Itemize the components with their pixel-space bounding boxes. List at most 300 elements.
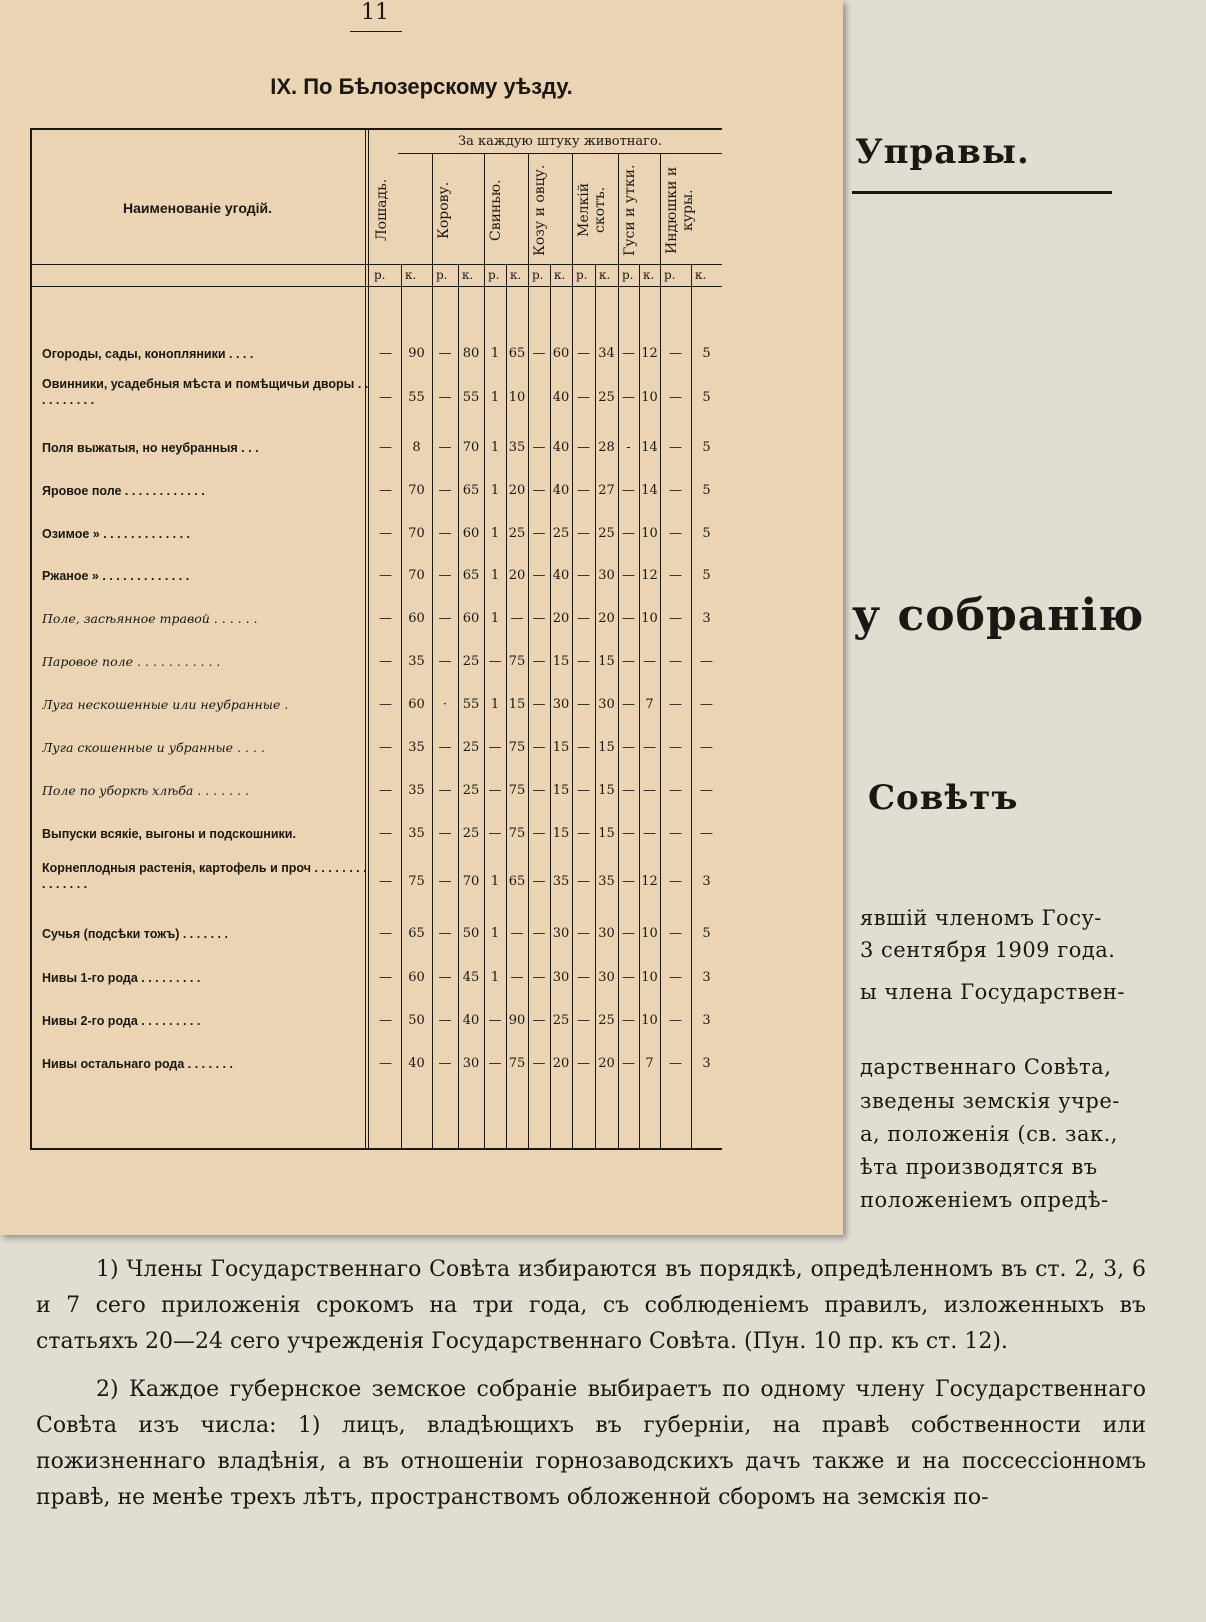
table-cell: — [438,1056,452,1071]
table-cell: 27 [598,483,615,498]
table-cell: 35 [408,654,425,669]
unit-label: р. [622,268,634,282]
table-cell: 30 [598,568,615,583]
unit-label: к. [695,268,707,282]
table-cell: — [577,483,590,498]
table-cell: — [438,783,452,798]
table-cell: — [643,740,656,755]
table-cell: — [488,1056,502,1071]
table-cell: — [438,970,452,985]
subcolumn-divider [401,264,402,1148]
table-cell: 25 [598,390,615,405]
table-cell: — [532,783,546,798]
table-cell: 20 [508,568,526,583]
table-cell: 30 [462,1056,480,1071]
table-cell: 40 [552,390,570,405]
table-cell: — [622,874,635,889]
table-cell: 10 [641,1013,658,1028]
table-cell: 5 [702,926,711,941]
table-cell: 25 [552,526,570,541]
row-label: Нивы 1-го рода . . . . . . . . . [42,971,201,985]
unit-label: к. [643,268,655,282]
animal-column-header: Мелкій скотъ. [576,182,608,238]
table-cell: 75 [508,740,526,755]
table-cell: 5 [702,440,711,455]
table-cell: — [532,483,546,498]
heading-sobraniyu: у собранію [852,590,1145,641]
animal-column-header: Лошадь. [374,178,390,242]
table-cell: — [669,1013,682,1028]
row-label: Паровое поле . . . . . . . . . . . [42,654,221,669]
table-cell: 15 [552,740,570,755]
table-cell: 14 [641,440,658,455]
row-label: Ржаное » . . . . . . . . . . . . . [42,569,190,583]
table-cell: — [577,874,590,889]
table-cell: — [488,783,502,798]
table-cell: 5 [702,483,711,498]
table-cell: — [622,970,635,985]
table-cell: — [577,740,590,755]
table-cell: — [577,526,590,541]
table-cell: — [532,740,546,755]
column-divider [618,153,619,1148]
table-cell: 60 [408,697,425,712]
table-cell: — [532,1013,546,1028]
table-cell: 60 [408,611,425,626]
table-cell: 35 [408,826,425,841]
table-cell: — [379,970,392,985]
table-cell: 35 [408,740,425,755]
table-cell: 25 [462,826,480,841]
table-cell: — [669,390,682,405]
text-fragment: дарственнаго Совѣта, [860,1055,1112,1079]
table-cell: 25 [598,1013,615,1028]
name-column-header: Наименованіе угодій. [123,200,272,216]
table-cell: — [577,440,590,455]
table-cell: — [510,970,524,985]
table-cell: — [700,826,713,841]
text-fragment: положеніемъ опредѣ- [860,1188,1109,1212]
table-cell: 3 [702,970,711,985]
table-cell: — [643,826,656,841]
row-label: Поля выжатыя, но неубранныя . . . [42,441,259,455]
table-cell: 65 [508,874,526,889]
table-cell: — [488,740,502,755]
table-cell: — [379,526,392,541]
row-label: Яровое поле . . . . . . . . . . . . [42,484,205,498]
table-cell: 20 [508,483,526,498]
table-cell: 25 [462,783,480,798]
heading-upravy: Управы. [855,132,1030,172]
table-cell: — [438,440,452,455]
table-cell: 15 [598,740,615,755]
table-cell: — [379,654,392,669]
table-cell: 55 [408,390,425,405]
table-cell: — [669,1056,682,1071]
table-cell: — [379,440,392,455]
table-cell: 25 [552,1013,570,1028]
table-cell: — [438,483,452,498]
table-cell: 45 [462,970,480,985]
row-label: Нивы 2-го рода . . . . . . . . . [42,1014,201,1028]
unit-label: к. [462,268,474,282]
table-cell: 20 [552,1056,570,1071]
table-cell: 35 [408,783,425,798]
subcolumn-divider [458,264,459,1148]
table-cell: — [488,654,502,669]
table-cell: — [379,1013,392,1028]
table-cell: — [622,697,635,712]
table-cell: 7 [645,697,654,712]
table-cell: 30 [552,970,570,985]
table-cell: — [379,740,392,755]
text-fragment: ы члена Государствен- [860,980,1126,1004]
table-cell: 30 [598,697,615,712]
table-cell: — [379,697,392,712]
table-cell: 1 [490,568,500,583]
table-cell: 30 [552,697,570,712]
table-cell: — [669,568,682,583]
table-cell: — [622,526,635,541]
text-fragment: зведены земскія учре- [860,1089,1120,1113]
table-cell: 5 [702,346,711,361]
subcolumn-divider [550,264,551,1148]
table-cell: — [669,926,682,941]
table-cell: — [669,826,682,841]
table-cell: 14 [641,483,658,498]
table-cell: — [438,568,452,583]
table-cell: — [622,826,635,841]
table-cell: 20 [598,1056,615,1071]
table-cell: — [510,611,524,626]
table-cell: 75 [508,654,526,669]
paragraph-2: 2) Каждое губернское земское собраніе выбираетъ по одному члену Государственнаго Совѣта изъ числа: 1) лицъ, владѣющихъ въ губерніи, на правѣ собственности или пожизненнаго владѣнія, а въ отношеніи горнозаводскихъ дачъ также и на поссессіонномъ правѣ, не менѣе трехъ лѣтъ, пространствомъ обложенной сборомъ на земскія по- [36,1377,1146,1510]
table-cell: — [622,568,635,583]
table-cell: 70 [408,526,425,541]
table-cell: 60 [552,346,570,361]
table-cell: 10 [508,390,526,405]
table-cell: 75 [408,874,425,889]
table-cell: — [438,390,452,405]
table-cell: 30 [552,926,570,941]
row-label: Нивы остальнаго рода . . . . . . . [42,1057,233,1071]
table-cell: 7 [645,1056,654,1071]
table-cell: — [577,926,590,941]
table-cell: 70 [462,440,480,455]
table-cell: 40 [462,1013,480,1028]
table-cell: — [532,654,546,669]
paragraph-1: 1) Члены Государственнаго Совѣта избираются въ порядкѣ, опредѣленномъ въ ст. 2, 3, 6 и 7 сего приложенія срокомъ на три года, съ соблюденіемъ правилъ, изложенныхъ въ статьяхъ 20—24 сего учрежденія Государственнаго Совѣта. (Пун. 10 пр. къ ст. 12). [36,1257,1146,1354]
table-cell: 1 [490,483,500,498]
table-cell: — [532,346,546,361]
table-cell: 20 [598,611,615,626]
table-cell: 1 [490,970,500,985]
table-cell: 10 [641,390,658,405]
unit-label: к. [405,268,417,282]
row-label: Поле, засѣянное травой . . . . . . [42,611,258,626]
table-cell: — [577,783,590,798]
table-cell: 12 [641,346,658,361]
table-cell: 34 [598,346,615,361]
table-cell: — [379,826,392,841]
table-cell: — [438,740,452,755]
table-cell: 50 [462,926,480,941]
table-cell: — [643,783,656,798]
table-cell: — [379,783,392,798]
table-cell: 3 [702,1013,711,1028]
table-cell: — [669,970,682,985]
table-cell: 15 [508,697,526,712]
table-cell: — [577,611,590,626]
table-cell: — [669,654,682,669]
table-cell: — [622,740,635,755]
table-cell: — [577,1056,590,1071]
table-cell: — [532,611,546,626]
unit-label: р. [374,268,386,282]
text-fragment: 3 сентября 1909 года. [860,938,1116,962]
table-cell: 1 [490,440,500,455]
table-cell: 15 [598,783,615,798]
table-cell: 50 [408,1013,425,1028]
table-cell: 65 [408,926,425,941]
table-cell: — [577,390,590,405]
table-cell: 70 [408,568,425,583]
table-cell: — [577,654,590,669]
table-cell: 3 [702,1056,711,1071]
table-cell: 3 [702,611,711,626]
row-label: Огороды, сады, конопляники . . . . [42,347,254,361]
unit-label: к. [599,268,611,282]
table-cell: 40 [408,1056,425,1071]
table-cell: — [532,697,546,712]
unit-label: р. [576,268,588,282]
table-cell: — [379,874,392,889]
table-cell: 90 [508,1013,526,1028]
table-cell: — [438,526,452,541]
table-cell: — [622,783,635,798]
table-cell: — [669,346,682,361]
table-cell: 75 [508,783,526,798]
table-cell: — [438,346,452,361]
text-fragment: ѣта производятся въ [860,1155,1098,1179]
table-cell: — [438,1013,452,1028]
animal-column-header: Индюшки и куры. [664,166,696,254]
row-label: Выпуски всякіе, выгоны и подскошники. [42,827,296,841]
table-cell: 70 [408,483,425,498]
subcolumn-divider [639,264,640,1148]
subcolumn-divider [595,264,596,1148]
table-cell: — [622,1013,635,1028]
tariff-table [30,128,722,1148]
table-cell: 15 [552,783,570,798]
table-cell: — [438,654,452,669]
table-cell: — [532,874,546,889]
table-cell: 20 [552,611,570,626]
unit-label: р. [436,268,448,282]
table-cell: 65 [462,483,480,498]
table-cell: - [626,440,631,455]
table-cell: 75 [508,1056,526,1071]
table-cell: 80 [462,346,480,361]
table-cell: — [700,783,713,798]
table-cell: — [577,1013,590,1028]
table-cell: 10 [641,526,658,541]
table-cell: 1 [490,874,500,889]
table-cell: 1 [490,390,500,405]
table-cell: — [379,926,392,941]
subcolumn-divider [691,264,692,1148]
table-cell: 28 [598,440,615,455]
table-cell: — [622,346,635,361]
table-cell: — [532,826,546,841]
table-cell: 70 [462,874,480,889]
unit-label: к. [510,268,522,282]
table-cell: — [669,483,682,498]
table-cell: — [438,826,452,841]
table-cell: — [577,970,590,985]
table-cell: — [669,611,682,626]
table-cell: — [622,654,635,669]
subcolumn-divider [506,264,507,1148]
page-number-underline [350,31,402,32]
table-cell: 10 [641,926,658,941]
table-cell: 5 [702,568,711,583]
table-cell: — [379,611,392,626]
animal-column-header: Козу и овцу. [532,164,548,256]
body-text [36,1252,1146,1528]
table-cell: 60 [462,611,480,626]
table-cell: 25 [462,654,480,669]
table-cell: — [622,483,635,498]
row-label: Овинники, усадебныя мѣста и помѣщичьи дворы . . . . . . . . . . [42,377,369,407]
row-label: Луга нескошенные или неубранные . [42,697,289,712]
table-cell: · [442,697,448,712]
table-cell: — [669,440,682,455]
table-cell: 12 [641,874,658,889]
page-number: 11 [361,0,389,25]
animal-column-header: Гуси и утки. [622,164,638,256]
table-cell: — [379,568,392,583]
heading-rule [852,191,1112,194]
row-label: Корнеплодныя растенія, картофель и проч . . . . . . . . . . . . . . . [42,861,367,891]
table-cell: 60 [462,526,480,541]
table-cell: — [379,346,392,361]
table-cell: 25 [462,740,480,755]
table-cell: — [669,697,682,712]
table-cell: 8 [412,440,421,455]
table-cell: 55 [462,697,480,712]
table-cell: 1 [490,526,500,541]
table-cell: — [532,926,546,941]
unit-label: р. [488,268,500,282]
table-cell: — [488,826,502,841]
table-cell: — [622,926,635,941]
column-divider [432,153,433,1148]
table-cell: 30 [598,926,615,941]
table-cell: 10 [641,970,658,985]
table-cell: — [669,740,682,755]
table-cell: — [700,697,713,712]
table-cell: — [700,654,713,669]
table-cell: 35 [508,440,526,455]
table-cell: 30 [598,970,615,985]
table-cell: 35 [598,874,615,889]
column-divider [660,153,661,1148]
column-divider [528,153,529,1148]
table-cell: — [622,1056,635,1071]
table-cell: 65 [462,568,480,583]
table-cell: 15 [598,654,615,669]
table-cell: 3 [702,874,711,889]
table-cell: — [488,1013,502,1028]
table-cell: — [577,568,590,583]
table-cell: 25 [598,526,615,541]
table-cell: — [669,783,682,798]
table-cell: 35 [552,874,570,889]
table-cell: — [379,1056,392,1071]
table-cell: — [379,483,392,498]
table-cell: — [532,1056,546,1071]
table-cell: — [532,526,546,541]
unit-label: р. [532,268,544,282]
section-title: IX. По Бѣлозерскому уѣзду. [270,74,573,99]
table-cell: — [622,390,635,405]
row-label: Луга скошенные и убранные . . . . [42,740,265,755]
table-cell: — [669,526,682,541]
table-cell: — [532,970,546,985]
table-cell: — [438,874,452,889]
table-cell: 60 [408,970,425,985]
column-divider [484,153,485,1148]
row-label: Сучья (подсѣки тожъ) . . . . . . . [42,927,228,941]
table-cell: 12 [641,568,658,583]
table-cell: 40 [552,440,570,455]
table-cell: 40 [552,568,570,583]
unit-label: р. [664,268,676,282]
table-cell: — [622,611,635,626]
table-cell: 25 [508,526,526,541]
per-animal-header: За каждую штуку животнаго. [458,134,662,149]
table-cell: 1 [490,611,500,626]
table-cell: 10 [641,611,658,626]
row-label: Озимое » . . . . . . . . . . . . . [42,527,191,541]
table-cell: — [532,568,546,583]
table-cell: 15 [552,826,570,841]
table-cell: 15 [598,826,615,841]
text-fragment: явшій членомъ Госу- [860,906,1102,930]
table-cell: — [510,926,524,941]
column-divider [572,153,573,1148]
table-cell: — [532,440,546,455]
animal-column-header: Корову. [436,181,452,239]
table-cell: 5 [702,526,711,541]
unit-label: к. [554,268,566,282]
table-cell: — [669,874,682,889]
table-cell: — [438,611,452,626]
animal-column-header: Свинью. [488,179,504,241]
table-cell: 40 [552,483,570,498]
table-cell: 65 [508,346,526,361]
table-cell: — [700,740,713,755]
table-cell: — [577,697,590,712]
heading-sovet: Совѣтъ [868,778,1019,818]
table-cell: 90 [408,346,425,361]
table-cell: 1 [490,926,500,941]
table-cell: 1 [490,346,500,361]
table-cell: 15 [552,654,570,669]
table-cell: 5 [702,390,711,405]
table-cell: — [379,390,392,405]
